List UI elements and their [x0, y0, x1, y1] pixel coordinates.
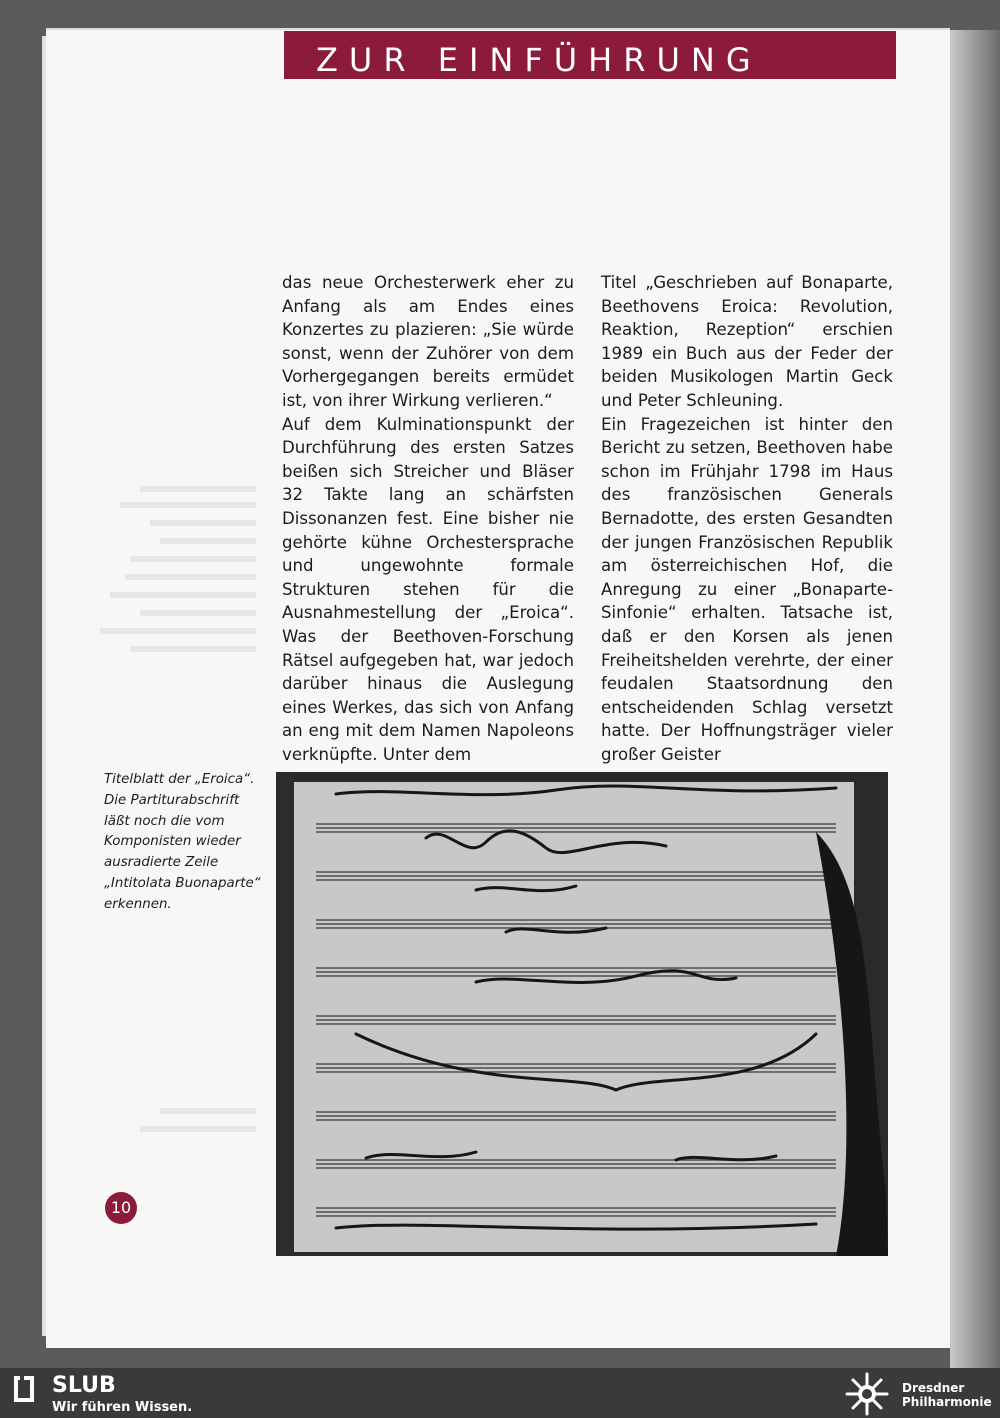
page-shadow-edge	[950, 30, 1000, 1368]
sunburst-logo-icon	[842, 1372, 892, 1416]
show-through-text	[100, 480, 256, 664]
caption-line: ausradierte Zeile	[104, 855, 219, 871]
paragraph: Ein Fragezeichen ist hinter den Bericht zu setzen, Beethoven habe schon im Frühjahr 1798 im Haus des französischen Generals Bernadotte, des ersten Gesandten der jungen Französischen Republik am österreichischen Hof, die Anregung zu einer „Bonaparte-Sinfonie“ erhalten. Tatsache ist, daß er den Korsen als jenen Freiheitshelden verehrte, der einer feudalen Staatsordnung den entscheidenden Schlag versetzt hatte. Der Hoffnungsträger vieler großer Geister	[601, 414, 893, 764]
show-through-text-lower	[100, 1102, 256, 1144]
caption-line: läßt noch die vom	[104, 813, 225, 829]
caption-line: „Intitolata Buonaparte“	[104, 875, 261, 891]
slub-name: SLUB	[52, 1373, 116, 1398]
section-title: ZUR EINFÜHRUNG	[316, 41, 762, 79]
caption-line: Komponisten wieder	[104, 834, 241, 850]
partner-name-line1: Dresdner	[902, 1381, 965, 1395]
paragraph: Titel „Geschrieben auf Bonaparte, Beethovens Eroica: Revolution, Reaktion, Rezeption“ erschien 1989 ein Buch aus der Feder der beiden Musikologen Martin Geck und Peter Schleuning.	[601, 273, 893, 410]
caption-line: erkennen.	[104, 896, 172, 912]
caption-line: Die Partiturabschrift	[104, 792, 240, 808]
paragraph: Auf dem Kulminationspunkt der Durchführung des ersten Satzes beißen sich Streicher und Bläser 32 Takte lang an schärfsten Dissonanzen fest. Eine bisher nie gehörte kühne Orchestersprache und ungewohnte formale Strukturen stehen für die Ausnahmestellung der „Eroica“. Was der Beethoven-Forschung Rätsel aufgegeben hat, war jedoch darüber hinaus die Auslegung eines Werkes, das sich von Anfang an eng mit dem Namen Napoleons verknüpfte. Unter dem	[282, 414, 574, 764]
text-column-right	[601, 271, 893, 766]
caption-line: Titelblatt der „Eroica“.	[104, 772, 255, 787]
manuscript-illustration	[276, 772, 888, 1256]
page-number: 10	[105, 1192, 137, 1224]
slub-tagline: Wir führen Wissen.	[52, 1400, 193, 1415]
paragraph: das neue Orchesterwerk eher zu Anfang als am Endes eines Konzertes zu plazieren: „Sie würde sonst, wenn der Zuhörer von dem Vorhergegangen bereits ermüdet ist, von ihrer Wirkung verlieren.“	[282, 273, 574, 410]
partner-name	[902, 1381, 992, 1409]
image-caption	[104, 770, 264, 916]
book-logo-icon	[12, 1374, 38, 1404]
eroica-title-page-image	[276, 772, 888, 1256]
partner-name-line2: Philharmonie	[902, 1395, 992, 1409]
text-column-left	[282, 271, 574, 766]
